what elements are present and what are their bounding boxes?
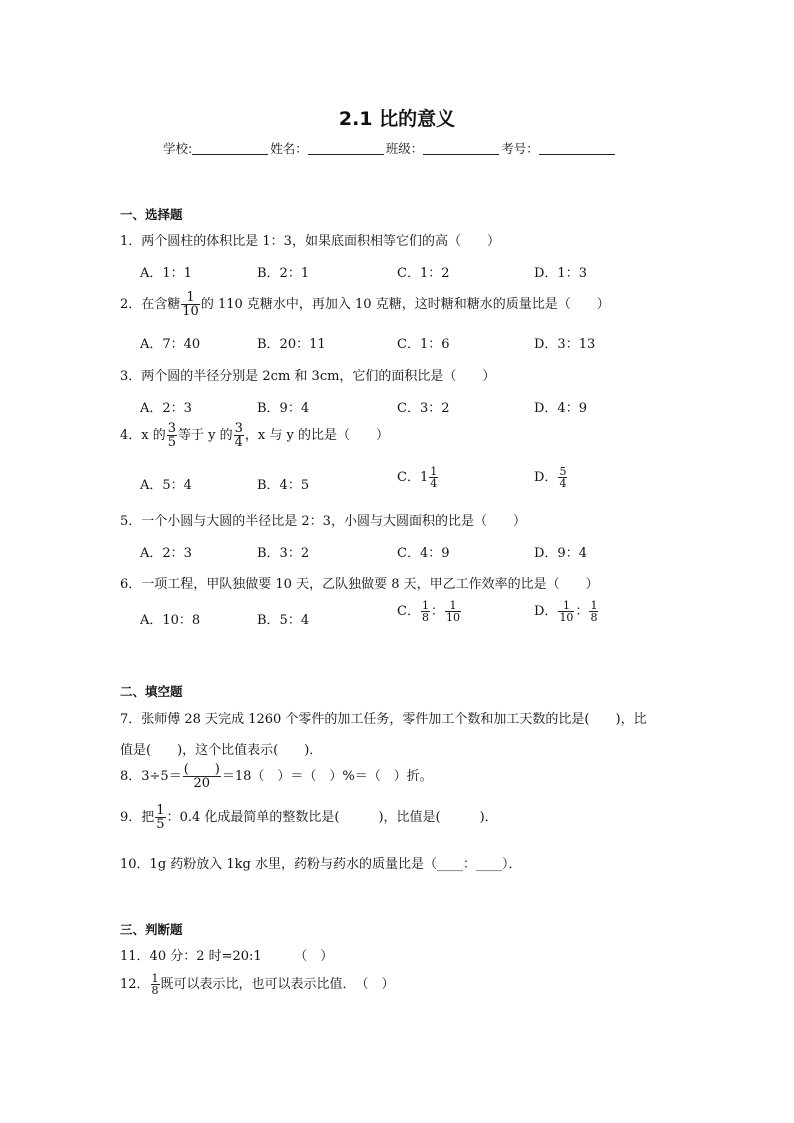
- option-b[interactable]: B．3：2: [257, 546, 310, 561]
- fraction: $\frac{( )}{20}$: [183, 762, 220, 791]
- question-2: 2．在含糖 $\frac{1}{10}$ 的 110 克糖水中，再加入 10 克糖，这时糖和糖水的质量比是（ ）: [120, 290, 610, 319]
- fraction: $\frac{1}{8}$: [590, 599, 598, 624]
- fraction: $\frac{1}{8}$: [151, 972, 159, 997]
- question-7-line2: 值是( )，这个比值表示( )．: [120, 743, 323, 758]
- question-10: 10．1g 药粉放入 1kg 水里，药粉与药水的质量比是（____：____）．: [120, 857, 522, 872]
- question-9: 9．把 $\frac{1}{5}$ ：0.4 化成最简单的整数比是( )，比值是( )．: [120, 803, 498, 832]
- option-d[interactable]: D．3：13: [534, 337, 596, 352]
- number-blank[interactable]: [539, 141, 615, 155]
- page-title: 2.1 比的意义: [338, 108, 456, 130]
- question-12: 12． $\frac{1}{8}$ 既可以表示比，也可以表示比值． （ ）: [120, 972, 395, 997]
- school-label: 学校:: [163, 141, 193, 156]
- question-6-options: [140, 600, 700, 636]
- question-5: 5．一个小圆与大圆的半径比是 2：3，小圆与大圆面积的比是（ ）: [120, 514, 526, 529]
- option-a[interactable]: A．1：1: [140, 266, 192, 281]
- section-heading-fill: 二、填空题: [120, 684, 183, 699]
- option-b[interactable]: B．9：4: [257, 401, 310, 416]
- option-d[interactable]: D．1：3: [534, 266, 587, 281]
- option-d[interactable]: D． $\frac{1}{10}$ ： $\frac{1}{8}$: [534, 599, 598, 624]
- number-label: 考号：: [501, 141, 539, 156]
- option-c[interactable]: C．1 $\frac{1}{4}$: [397, 465, 438, 490]
- section-heading-choice: 一、选择题: [120, 207, 183, 222]
- question-5-options: [140, 542, 700, 568]
- name-blank[interactable]: [308, 141, 384, 155]
- option-a[interactable]: A．2：3: [140, 401, 192, 416]
- question-8: 8．3÷5＝ $\frac{( )}{20}$ ＝18（ ）＝（ ）%＝（ ）折。: [120, 762, 433, 791]
- question-3: 3．两个圆的半径分别是 2cm 和 3cm，它们的面积比是（ ）: [120, 369, 496, 384]
- question-4: 4．x 的 $\frac{3}{5}$ 等于 y 的 $\frac{3}{4}$ ，x 与 y 的比是（ ）: [120, 421, 389, 450]
- fraction: $\frac{3}{4}$: [234, 421, 243, 450]
- option-b[interactable]: B．2：1: [257, 266, 310, 281]
- question-1-options: [140, 262, 700, 288]
- question-11: 11．40 分：2 时=20:1 （ ）: [120, 949, 334, 964]
- class-label: 班级：: [385, 141, 424, 156]
- option-a[interactable]: A．7：40: [140, 337, 201, 352]
- option-b[interactable]: B．5：4: [257, 613, 310, 628]
- option-d[interactable]: D．4：9: [534, 401, 587, 416]
- fraction: $\frac{1}{10}$: [445, 599, 460, 624]
- fraction: $\frac{1}{8}$: [421, 599, 429, 624]
- option-c[interactable]: C．1：6: [397, 337, 450, 352]
- fraction: $\frac{1}{4}$: [430, 465, 438, 490]
- option-c[interactable]: C．4：9: [397, 546, 450, 561]
- question-7-line1: 7．张师傅 28 天完成 1260 个零件的加工任务，零件加工个数和加工天数的比是( )，比: [120, 712, 647, 727]
- student-info-row: [163, 139, 617, 157]
- fraction: $\frac{1}{10}$: [182, 290, 199, 319]
- fraction: $\frac{1}{10}$: [559, 599, 574, 624]
- option-d[interactable]: D．9：4: [534, 546, 587, 561]
- class-blank[interactable]: [423, 141, 499, 155]
- question-4-options: [140, 466, 700, 500]
- question-3-options: [140, 397, 700, 423]
- question-2-options: [140, 333, 700, 359]
- name-label: 姓名：: [270, 141, 308, 156]
- fraction: $\frac{3}{5}$: [167, 421, 177, 450]
- question-6: 6．一项工程，甲队独做要 10 天，乙队独做要 8 天，甲乙工作效率的比是（ ）: [120, 577, 599, 592]
- option-d[interactable]: D． $\frac{5}{4}$: [534, 465, 567, 490]
- option-c[interactable]: C． $\frac{1}{8}$ ： $\frac{1}{10}$: [397, 599, 460, 624]
- fraction: $\frac{5}{4}$: [559, 465, 567, 490]
- option-a[interactable]: A．10：8: [140, 613, 201, 628]
- option-b[interactable]: B．4：5: [257, 478, 310, 493]
- option-c[interactable]: C．1：2: [397, 266, 450, 281]
- option-c[interactable]: C．3：2: [397, 401, 450, 416]
- section-heading-judge: 三、判断题: [120, 922, 183, 937]
- option-b[interactable]: B．20：11: [257, 337, 326, 352]
- option-a[interactable]: A．2：3: [140, 546, 192, 561]
- school-blank[interactable]: [192, 141, 268, 155]
- question-1: 1．两个圆柱的体积比是 1：3，如果底面积相等它们的高（ ）: [120, 234, 500, 249]
- option-a[interactable]: A．5：4: [140, 478, 192, 493]
- fraction: $\frac{1}{5}$: [156, 803, 165, 832]
